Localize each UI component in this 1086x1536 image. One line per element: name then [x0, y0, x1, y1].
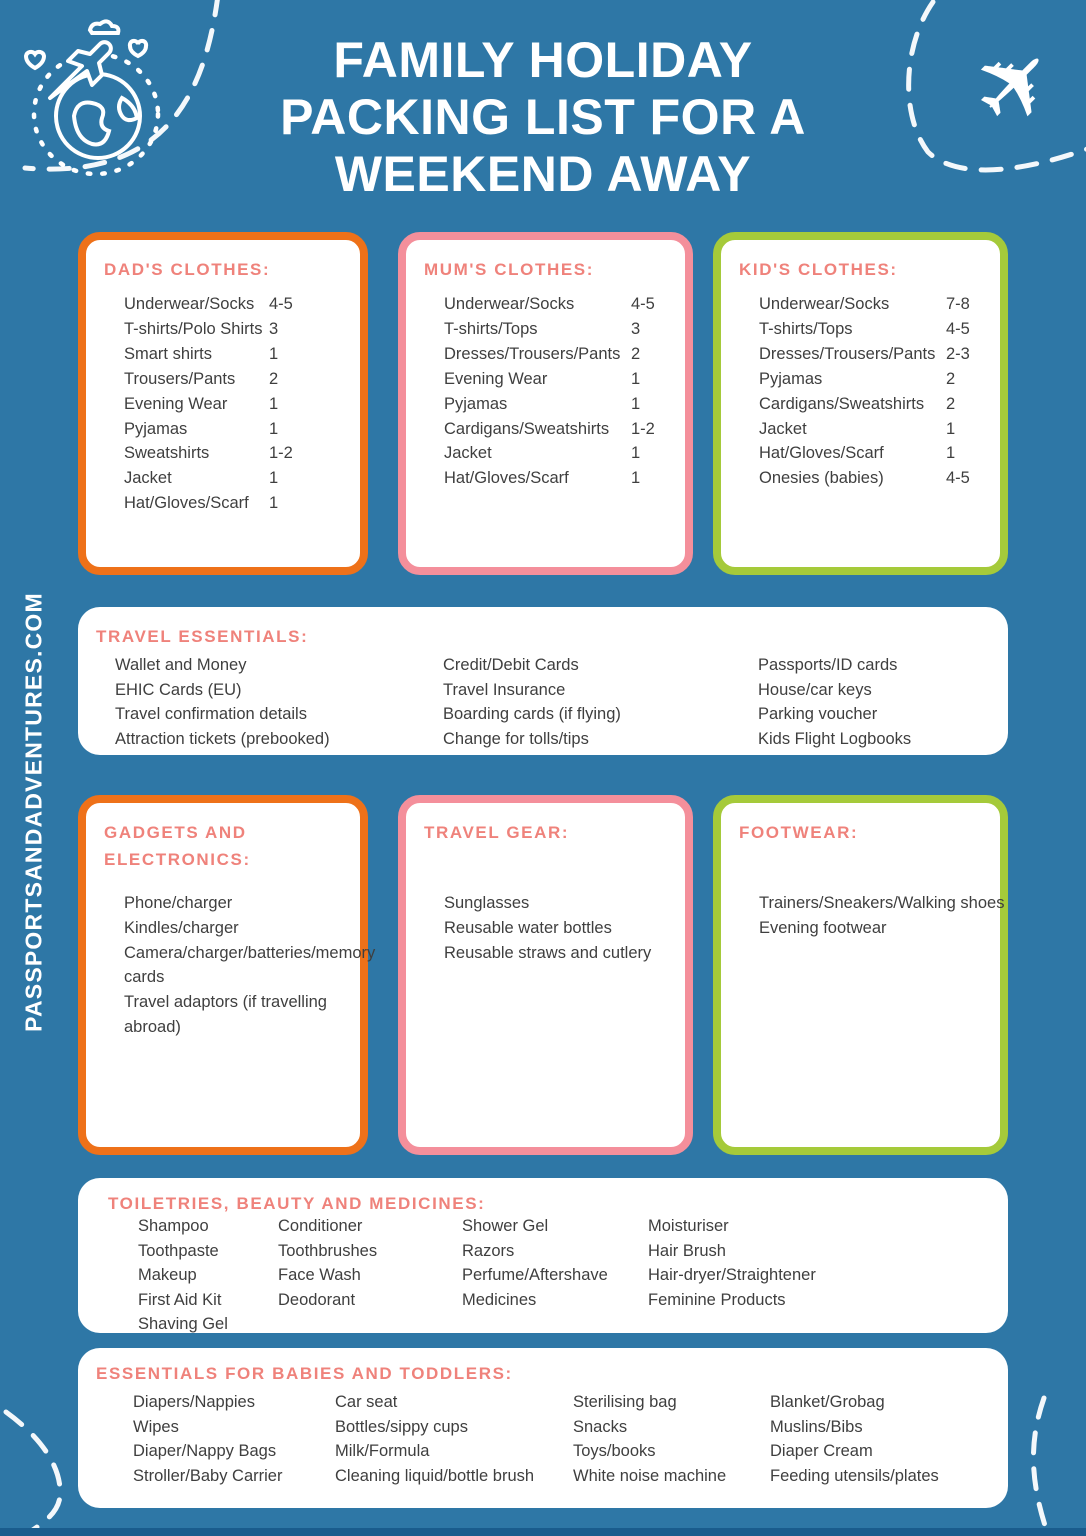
item-label: Cardigans/Sweatshirts	[759, 394, 925, 413]
card-travel-essentials	[78, 607, 1008, 755]
checklist-item: Milk/Formula	[335, 1442, 430, 1461]
item-label: Underwear/Socks	[444, 295, 575, 313]
checklist-item	[759, 466, 970, 491]
title-line: WEEKEND AWAY	[334, 146, 752, 202]
checklist-column	[138, 1214, 228, 1337]
checklist-item	[124, 441, 293, 466]
checklist-item	[124, 417, 293, 442]
checklist-column	[443, 653, 621, 752]
item-quantity: 1	[631, 369, 641, 388]
checklist-item	[759, 441, 970, 466]
checklist-item	[759, 317, 970, 342]
checklist-item	[444, 317, 655, 342]
item-label: Sweatshirts	[124, 444, 210, 463]
checklist-item: Parking voucher	[758, 705, 878, 724]
checklist-item: Hair-dryer/Straightener	[648, 1266, 816, 1284]
item-label: Smart shirts	[124, 344, 213, 363]
checklist-item: Razors	[462, 1241, 515, 1260]
item-label: Jacket	[124, 469, 172, 488]
checklist-item	[444, 392, 655, 417]
item-quantity: 7-8	[946, 295, 970, 313]
checklist-item: Sterilising bag	[573, 1393, 677, 1411]
checklist-item	[124, 367, 293, 392]
item-label: Jacket	[759, 419, 807, 438]
checklist-column	[115, 653, 330, 752]
item-quantity: 2-3	[946, 344, 970, 363]
checklist-item: Reusable water bottles	[444, 918, 612, 937]
checklist-item	[124, 342, 293, 367]
card-gadgets-electronics	[78, 795, 376, 1155]
checklist-item: Kindles/charger	[124, 918, 239, 937]
checklist-item: Wipes	[133, 1417, 179, 1436]
item-label: Trousers/Pants	[124, 369, 236, 388]
item-quantity: 1	[631, 469, 641, 488]
item-quantity: 2	[269, 369, 279, 388]
card-heading: TRAVEL ESSENTIALS:	[96, 627, 309, 646]
checklist	[444, 292, 655, 491]
checklist-item	[124, 392, 293, 417]
checklist-item: Makeup	[138, 1266, 197, 1284]
item-label: Pyjamas	[124, 419, 188, 438]
item-label: Evening Wear	[444, 369, 548, 388]
item-quantity: 4-5	[631, 295, 655, 313]
item-quantity: 1	[269, 494, 279, 513]
dashed-trail	[1033, 1398, 1050, 1536]
item-quantity: 2	[946, 369, 956, 388]
item-label: Onesies (babies)	[759, 469, 884, 488]
checklist-column	[758, 653, 911, 752]
checklist-item: Kids Flight Logbooks	[758, 730, 912, 749]
checklist-item: Cleaning liquid/bottle brush	[335, 1467, 535, 1486]
item-quantity: 2	[631, 344, 641, 363]
checklist-item: Conditioner	[278, 1217, 363, 1235]
card-heading: TOILETRIES, BEAUTY AND MEDICINES:	[108, 1194, 486, 1213]
card-toiletries	[78, 1178, 1008, 1333]
checklist-item: Camera/charger/batteries/memory cards	[124, 943, 376, 987]
checklist-item: Snacks	[573, 1417, 628, 1436]
checklist-item: Car seat	[335, 1393, 398, 1411]
title-line: PACKING LIST FOR A	[280, 89, 806, 145]
item-label: Hat/Gloves/Scarf	[444, 469, 569, 488]
card-travel-gear	[398, 795, 693, 1155]
checklist-item: Attraction tickets (prebooked)	[115, 730, 330, 749]
checklist-item: Moisturiser	[648, 1217, 729, 1235]
checklist-column	[278, 1214, 377, 1312]
title-line: FAMILY HOLIDAY	[333, 32, 753, 88]
card-heading: DAD'S CLOTHES:	[104, 260, 271, 279]
checklist-item: Toothpaste	[138, 1241, 219, 1260]
checklist-item	[444, 441, 655, 466]
item-label: Underwear/Socks	[124, 295, 255, 313]
dashed-trail	[6, 1412, 60, 1536]
item-quantity: 4-5	[946, 469, 970, 488]
page-title	[0, 32, 1086, 203]
checklist	[124, 891, 376, 1040]
checklist-item	[124, 292, 293, 317]
card-footwear	[713, 795, 1008, 1155]
card-heading: KID'S CLOTHES:	[739, 260, 898, 279]
item-label: Dresses/Trousers/Pants	[444, 344, 621, 363]
checklist-item: Travel confirmation details	[115, 705, 307, 724]
checklist-item	[444, 466, 655, 491]
checklist-item: Travel Insurance	[443, 680, 566, 699]
checklist-item	[759, 342, 970, 367]
checklist-item	[124, 317, 293, 342]
checklist-item: Phone/charger	[124, 894, 233, 912]
checklist-item: Toys/books	[573, 1442, 656, 1461]
checklist-item: Diaper Cream	[770, 1442, 873, 1461]
checklist-item: Diaper/Nappy Bags	[133, 1442, 277, 1461]
checklist	[759, 292, 970, 491]
checklist-item	[444, 292, 655, 317]
checklist-item	[759, 292, 970, 317]
checklist-item: Hair Brush	[648, 1241, 726, 1260]
card-kids-clothes	[713, 232, 1008, 575]
checklist-item: Wallet and Money	[115, 656, 247, 674]
checklist	[124, 292, 293, 516]
checklist-item: Change for tolls/tips	[443, 730, 589, 749]
checklist-item	[759, 417, 970, 442]
card-heading: GADGETS AND ELECTRONICS:	[104, 823, 251, 869]
airplane-icon: ✈	[946, 16, 1084, 154]
item-label: Underwear/Socks	[759, 295, 890, 313]
checklist-item: Muslins/Bibs	[770, 1417, 863, 1436]
checklist	[759, 891, 1011, 941]
checklist-item	[444, 342, 655, 367]
item-quantity: 1	[269, 419, 279, 438]
checklist-item	[759, 392, 970, 417]
checklist-item: Passports/ID cards	[758, 656, 898, 674]
item-label: Cardigans/Sweatshirts	[444, 419, 610, 438]
checklist-item	[124, 466, 293, 491]
checklist	[444, 891, 682, 965]
card-mums-clothes	[398, 232, 693, 575]
checklist-item: Shampoo	[138, 1217, 209, 1235]
item-quantity: 1	[946, 419, 956, 438]
checklist-item: Bottles/sippy cups	[335, 1417, 468, 1436]
checklist-column	[133, 1390, 282, 1489]
checklist-item: Feeding utensils/plates	[770, 1467, 939, 1486]
item-label: Evening Wear	[124, 394, 228, 413]
item-quantity: 1-2	[269, 444, 293, 463]
item-quantity: 1	[269, 469, 279, 488]
checklist-column	[335, 1390, 534, 1489]
item-label: T-shirts/Tops	[444, 319, 538, 338]
item-quantity: 1	[269, 344, 279, 363]
checklist-item: Reusable straws and cutlery	[444, 943, 652, 962]
checklist-item: House/car keys	[758, 680, 872, 699]
card-heading: ESSENTIALS FOR BABIES AND TODDLERS:	[96, 1364, 513, 1383]
checklist-item: EHIC Cards (EU)	[115, 680, 242, 699]
bottom-edge-bar	[0, 1528, 1086, 1536]
checklist-item: White noise machine	[573, 1467, 727, 1486]
checklist-item: Deodorant	[278, 1290, 356, 1309]
checklist-item: Sunglasses	[444, 894, 530, 912]
item-label: Hat/Gloves/Scarf	[759, 444, 884, 463]
item-quantity: 1	[631, 444, 641, 463]
item-quantity: 1	[269, 394, 279, 413]
checklist-column	[648, 1214, 816, 1312]
item-quantity: 1	[631, 394, 641, 413]
item-quantity: 4-5	[946, 319, 970, 338]
checklist-item: Feminine Products	[648, 1290, 786, 1309]
checklist-item	[444, 367, 655, 392]
item-label: T-shirts/Polo Shirts	[124, 319, 263, 338]
item-label: Pyjamas	[759, 369, 823, 388]
checklist-item: Diapers/Nappies	[133, 1393, 255, 1411]
item-label: Jacket	[444, 444, 492, 463]
item-label: Hat/Gloves/Scarf	[124, 494, 249, 513]
checklist-item: First Aid Kit	[138, 1290, 222, 1309]
item-quantity: 2	[946, 394, 956, 413]
checklist-item: Stroller/Baby Carrier	[133, 1467, 283, 1486]
card-heading: MUM'S CLOTHES:	[424, 260, 594, 279]
checklist-item	[444, 417, 655, 442]
item-quantity: 3	[631, 319, 641, 338]
checklist-item: Toothbrushes	[278, 1241, 378, 1260]
card-dads-clothes	[78, 232, 368, 575]
checklist-item: Travel adaptors (if travelling abroad)	[124, 993, 327, 1036]
checklist-item: Credit/Debit Cards	[443, 656, 579, 674]
checklist-item: Face Wash	[278, 1266, 361, 1284]
checklist-column	[573, 1390, 726, 1489]
item-quantity: 1	[946, 444, 956, 463]
item-label: Dresses/Trousers/Pants	[759, 344, 936, 363]
checklist-item: Perfume/Aftershave	[462, 1266, 608, 1284]
checklist-column	[462, 1214, 608, 1312]
card-heading: TRAVEL GEAR:	[424, 823, 570, 842]
checklist-item: Trainers/Sneakers/Walking shoes	[759, 894, 1005, 912]
checklist-item: Boarding cards (if flying)	[443, 705, 621, 724]
checklist-item: Blanket/Grobag	[770, 1393, 885, 1411]
checklist-item	[124, 491, 293, 516]
checklist-item: Shaving Gel	[138, 1315, 228, 1333]
item-quantity: 4-5	[269, 295, 293, 313]
checklist-column	[770, 1390, 939, 1489]
website-watermark: PASSPORTSANDADVENTURES.COM	[20, 592, 47, 1032]
item-quantity: 1-2	[631, 419, 655, 438]
checklist-item	[759, 367, 970, 392]
checklist-item: Shower Gel	[462, 1217, 549, 1235]
checklist-item: Medicines	[462, 1290, 537, 1309]
item-quantity: 3	[269, 319, 279, 338]
item-label: T-shirts/Tops	[759, 319, 853, 338]
item-label: Pyjamas	[444, 394, 508, 413]
card-heading: FOOTWEAR:	[739, 823, 859, 842]
checklist-item: Evening footwear	[759, 918, 887, 937]
card-babies-toddlers	[78, 1348, 1008, 1508]
